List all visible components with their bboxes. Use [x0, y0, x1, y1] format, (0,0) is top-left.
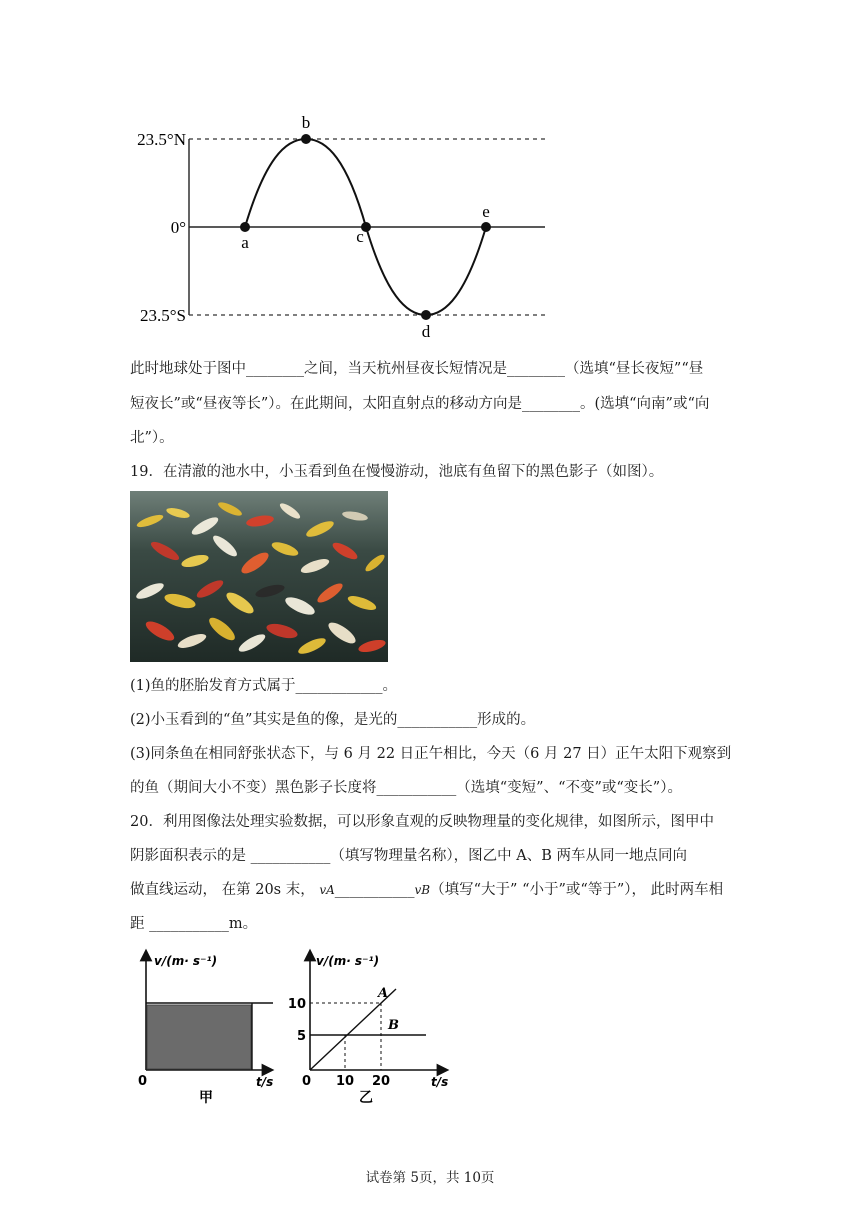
q19-sub3-line2: 的鱼（期间大小不变）黑色影子长度将___________（选填“变短”、“不变”或“变长”）。 [130, 780, 682, 796]
symbol-vb: vB [414, 883, 431, 897]
yi-label-a: A [378, 986, 389, 1001]
q18-line1: 此时地球处于图中________之间，当天杭州昼夜长短情况是________（选填“昼长夜短”“昼 [130, 361, 704, 377]
q20-line2: 阴影面积表示的是 ___________（填写物理量名称），图乙中 A、B 两车从同一地点同向 [130, 848, 687, 864]
yi-caption: 乙 [359, 1090, 373, 1105]
q20-line1: 20．利用图像法处理实验数据，可以形象直观的反映物理量的变化规律，如图所示，图甲中 [130, 814, 714, 830]
label-23s: 23.5°S [139, 306, 186, 325]
jia-x-label: t/s [256, 1075, 274, 1089]
symbol-va: vA [319, 883, 335, 897]
q18-line3: 北”）。 [130, 430, 174, 446]
label-a: a [241, 233, 249, 252]
figure-jia [128, 945, 278, 1105]
yi-x-label: t/s [431, 1075, 449, 1089]
label-c: c [356, 227, 364, 246]
label-b: b [301, 113, 311, 132]
yi-line-a [310, 989, 396, 1070]
q20-line4: 距 ___________m。 [130, 916, 258, 932]
jia-caption: 甲 [199, 1090, 213, 1105]
point-a [240, 222, 250, 232]
yi-tick-10: 10 [288, 997, 306, 1012]
figure-yi [288, 945, 458, 1105]
label-d: d [421, 322, 431, 341]
yi-xtick-10: 10 [335, 1074, 355, 1089]
yi-y-label: v/(m· s⁻¹) [316, 954, 380, 968]
q20-line3-c: （填写“大于” “小于”或“等于”）， 此时两车相 [430, 882, 724, 898]
label-0: 0° [170, 218, 186, 237]
sun-direct-point-figure [120, 110, 560, 350]
q20-line3-a: 做直线运动， 在第 20s 末， [130, 882, 320, 898]
point-d [421, 310, 431, 320]
yi-label-b: B [388, 1018, 399, 1033]
yi-origin: 0 [302, 1074, 312, 1089]
q19-sub1: (1)鱼的胚胎发育方式属于____________。 [130, 678, 398, 694]
q19-sub2: (2)小玉看到的“鱼”其实是鱼的像，是光的___________形成的。 [130, 712, 536, 728]
q20-line3-blank: ___________ [334, 882, 415, 898]
jia-origin: 0 [138, 1074, 148, 1089]
yi-xtick-20: 20 [371, 1074, 391, 1089]
q19-sub3-line1: (3)同条鱼在相同舒张状态下，与 6 月 22 日正午相比，今天（6 月 27 日）正午太阳下观察到 [130, 746, 732, 762]
label-e: e [482, 202, 490, 221]
jia-shaded-area [147, 1005, 251, 1069]
point-b [301, 134, 311, 144]
koi-fish-photo [130, 491, 388, 662]
label-23n: 23.5°N [137, 130, 186, 149]
q19-stem: 19．在清澈的池水中，小玉看到鱼在慢慢游动，池底有鱼留下的黑色影子（如图）。 [130, 464, 664, 480]
q18-line2: 短夜长”或“昼夜等长”）。在此期间，太阳直射点的移动方向是________。(选填“向南”或“向 [130, 396, 710, 412]
point-e [481, 222, 491, 232]
yi-tick-5: 5 [296, 1029, 306, 1044]
jia-y-label: v/(m· s⁻¹) [154, 954, 218, 968]
page-footer: 试卷第 5页，共 10页 [365, 1170, 495, 1186]
q20-line3 [130, 876, 723, 904]
